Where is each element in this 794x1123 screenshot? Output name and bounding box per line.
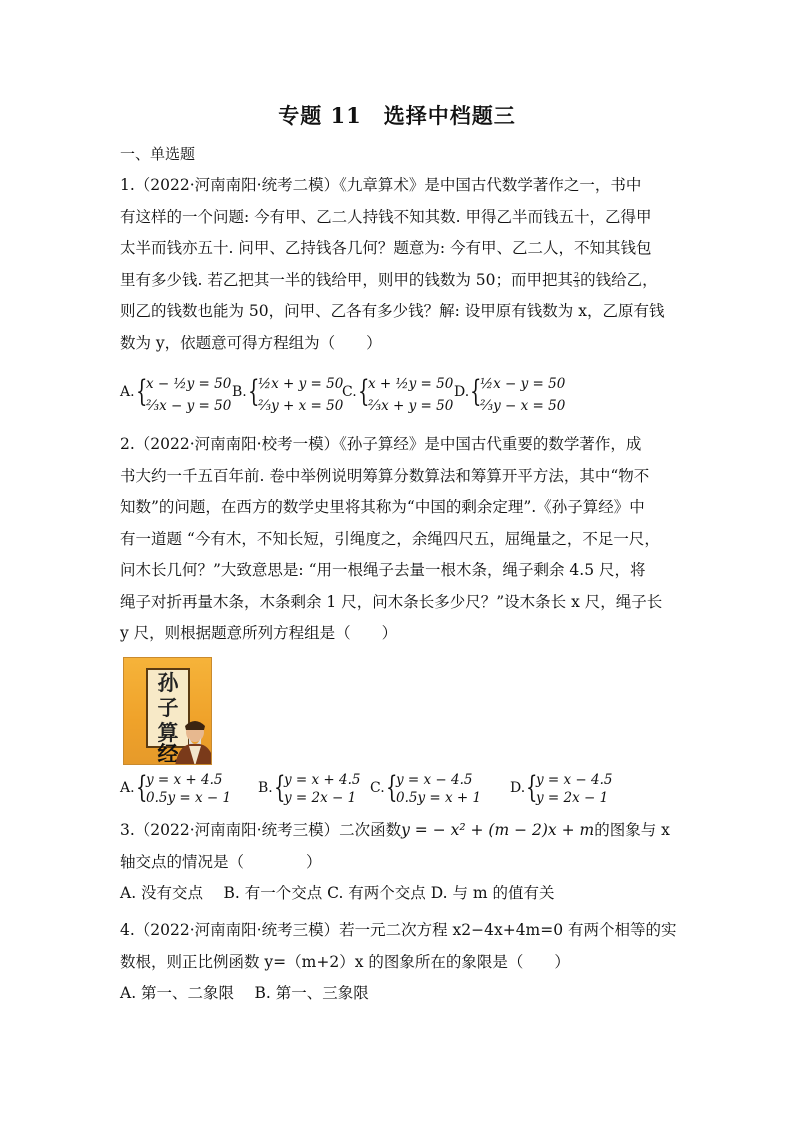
question-1-text <box>120 170 680 359</box>
section-heading: 一、单选题 <box>120 145 196 163</box>
q1-line: 数为 y，依题意可得方程组为（ ） <box>120 333 382 352</box>
q2-line: 问木长几何？”大致意思是: “用一根绳子去量一根木条，绳子剩余 4.5 尺，将 <box>120 561 646 579</box>
q2-line: 知数”的问题，在西方的数学史里将其称为“中国的剩余定理”.《孙子算经》中 <box>120 498 645 516</box>
q3-line: 轴交点的情况是（ ） <box>120 852 322 871</box>
q1-line: 则乙的钱数也能为 50，问甲、乙各有多少钱？解: 设甲原有钱数为 x，乙原有钱 <box>120 302 665 320</box>
q2-line: 书大约一千五百年前. 卷中举例说明筹算分数算法和筹算开平方法，其中“物不 <box>120 466 650 485</box>
book-cover-image: 孙 子 算 经 <box>123 657 212 765</box>
q2-line: 2.（2022·河南南阳·校考一模）《孙子算经》是中国古代重要的数学著作，成 <box>120 435 642 453</box>
q4-line: 4.（2022·河南南阳·统考三模）若一元二次方程 x2−4x+4m=0 有两个相等的实 <box>120 921 677 939</box>
page-title: 专题 11 选择中档题三 <box>278 103 516 128</box>
quadratic-equation: y = − x² + (m − 2)x + m <box>401 821 595 839</box>
book-title: 孙 子 算 <box>146 668 190 748</box>
question-1-options: A. { x − ½y = 50 ⅔x − y = 50 B. { ½x + y = 50 ⅔y + x = 50 C. { x + ½y = 50 ⅔x + y = 50 D. { ½x − y = 50 ⅔y − x = 50 <box>120 374 566 414</box>
question-4-text <box>120 915 680 1010</box>
q3-options[interactable]: A. 没有交点 B. 有一个交点 C. 有两个交点 D. 与 m 的值有关 <box>120 884 555 902</box>
fraction-two-thirds: $\frac{2}{3}$ <box>574 271 580 289</box>
q4-line: 数根，则正比例函数 y=（m+2）x 的图象所在的象限是（ ） <box>120 952 570 971</box>
question-2-text <box>120 429 680 650</box>
question-3-text <box>120 815 680 910</box>
question-2-options: A. { y = x + 4.5 0.5y = x − 1 B. { y = x + 4.5 y = 2x − 1 C. { y = x − 4.5 0.5y = x + 1 D. { y = x − 4.5 y = 2x − 1 <box>120 770 613 806</box>
scholar-figure-icon <box>171 716 212 765</box>
q2-line: 有一道题 “今有木，不知长短，引绳度之，余绳四尺五，屈绳量之，不足一尺， <box>120 529 660 548</box>
q4-options[interactable]: A. 第一、二象限 B. 第一、三象限 <box>120 984 369 1002</box>
q1-line: 太半而钱亦五十. 问甲、乙持钱各几何？题意为: 今有甲、乙二人，不知其钱包 <box>120 239 652 257</box>
q2-line: y 尺，则根据题意所列方程组是（ ） <box>120 624 398 642</box>
q2-line: 绳子对折再量木条，木条剩余 1 尺，问木条长多少尺？”设木条长 x 尺，绳子长 <box>120 592 663 611</box>
q1-line: 里有多少钱. 若乙把其一半的钱给甲，则甲的钱数为 50；而甲把其 $\frac{2}{3}$ 的钱给乙， <box>120 270 658 289</box>
q1-line: 有这样的一个问题: 今有甲、乙二人持钱不知其数. 甲得乙半而钱五十，乙得甲 <box>120 207 652 226</box>
q1-line: 1.（2022·河南南阳·统考二模）《九章算术》是中国古代数学著作之一，书中 <box>120 176 642 194</box>
q3-line: 3.（2022·河南南阳·统考三模）二次函数y = − x² + (m − 2)x + m的图象与 x <box>120 821 670 839</box>
